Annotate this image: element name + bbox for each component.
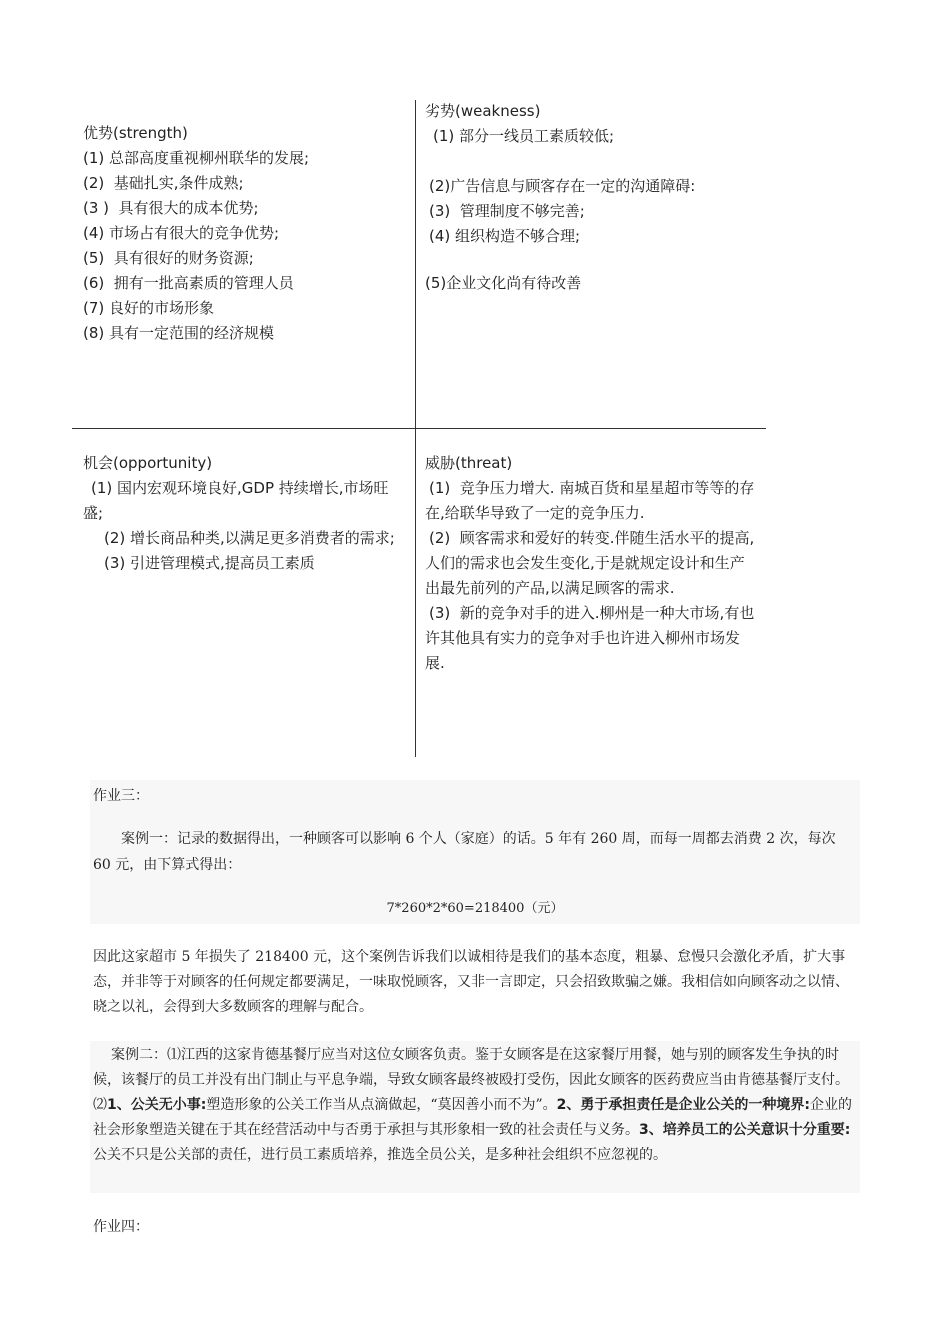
threat-item: (2) 顾客需求和爱好的转变.伴随生活水平的提高,人们的需求也会发生变化,于是就规定设计和生产出最先前列的产品,以满足顾客的需求. (425, 529, 755, 597)
swot-threat (425, 451, 755, 676)
swot-opportunity (83, 451, 408, 576)
weakness-item: (4) 组织构造不够合理; (429, 227, 581, 245)
homework3-title: 作业三： (93, 788, 149, 804)
weakness-item: (5)企业文化尚有待改善 (425, 274, 582, 292)
weakness-title: 劣势(weakness) (425, 102, 541, 120)
strength-item: (5) 具有很好的财务资源; (83, 249, 254, 267)
swot-strength (83, 121, 408, 346)
case1-conclusion: 因此这家超市 5 年损失了 218400 元，这个案例告诉我们以诚相待是我们的基本态度，粗暴、怠慢只会激化矛盾，扩大事态，并非等于对顾客的任何规定都要满足，一味取悦顾客，又非一言即定，只会招致欺骗之嫌。我相信如向顾客动之以情、晓之以礼，会得到大多数顾客的理解与配合。 (93, 949, 849, 1015)
weakness-item: (3) 管理制度不够完善; (429, 202, 585, 220)
homework3-section (90, 780, 860, 924)
threat-item: (1) 竞争压力增大. 南城百货和星星超市等等的存在,给联华导致了一定的竞争压力. (425, 479, 755, 522)
swot-horizontal-divider (72, 428, 766, 429)
case2-intro: 案例二：⑴江西的这家肯德基餐厅应当对这位女顾客负责。鉴于女顾客是在这家餐厅用餐，她与别的顾客发生争执的时候，该餐厅的员工并没有出门制止与平息争端，导致女顾客最终被殴打受伤，因此女顾客的医药费应当由肯德基餐厅支付。⑵ (93, 1047, 849, 1113)
weakness-item: (2)广告信息与顾客存在一定的沟通障碍: (429, 177, 696, 195)
case2-point2-label: 2、勇于承担责任是企业公关的一种境界: (556, 1097, 811, 1113)
threat-item: (3) 新的竞争对手的进入.柳州是一种大市场,有也许其他具有实力的竞争对手也许进入柳州市场发展. (425, 604, 755, 672)
case2-point2-text: 企业的社会形象塑造关键在于其在经营活动中与否勇于承担与其形象相一致的社会责任与义务。 (93, 1097, 853, 1138)
opportunity-item: (1) 国内宏观环境良好,GDP 持续增长,市场旺盛; (83, 479, 389, 522)
case1-formula: 7*260*2*60=218400（元） (386, 901, 564, 916)
strength-item: (3 ) 具有很大的成本优势; (83, 199, 259, 217)
strength-item: (7) 良好的市场形象 (83, 299, 215, 317)
opportunity-title: 机会(opportunity) (83, 454, 213, 472)
strength-item: (4) 市场占有很大的竞争优势; (83, 224, 280, 242)
case2-point3-text: 公关不只是公关部的责任，进行员工素质培养，推选全员公关，是多种社会组织不应忽视的。 (93, 1147, 667, 1163)
case2-paragraph (90, 1041, 860, 1193)
swot-weakness (425, 99, 760, 296)
weakness-item: (1) 部分一线员工素质较低; (433, 127, 615, 145)
case2-point1-label: 1、公关无小事: (107, 1097, 207, 1113)
case2-point1-text: 塑造形象的公关工作当从点滴做起，“莫因善小而不为”。 (206, 1097, 557, 1113)
strength-item: (1) 总部高度重视柳州联华的发展; (83, 149, 310, 167)
strength-item: (8) 具有一定范围的经济规模 (83, 324, 275, 342)
threat-title: 威胁(threat) (425, 454, 513, 472)
case2-point3-label: 3、培养员工的公关意识十分重要: (639, 1122, 851, 1138)
strength-item: (2) 基础扎实,条件成熟; (83, 174, 244, 192)
opportunity-item: (2) 增长商品种类,以满足更多消费者的需求; (104, 529, 395, 547)
strength-item: (6) 拥有一批高素质的管理人员 (83, 274, 294, 292)
strength-title: 优势(strength) (83, 124, 188, 142)
case1-paragraph: 案例一：记录的数据得出，一种顾客可以影响 6 个人（家庭）的话。5 年有 260 周，而每一周都去消费 2 次，每次 60 元，由下算式得出： (93, 831, 836, 873)
homework4-title: 作业四： (93, 1219, 149, 1235)
opportunity-item: (3) 引进管理模式,提高员工素质 (104, 554, 315, 572)
